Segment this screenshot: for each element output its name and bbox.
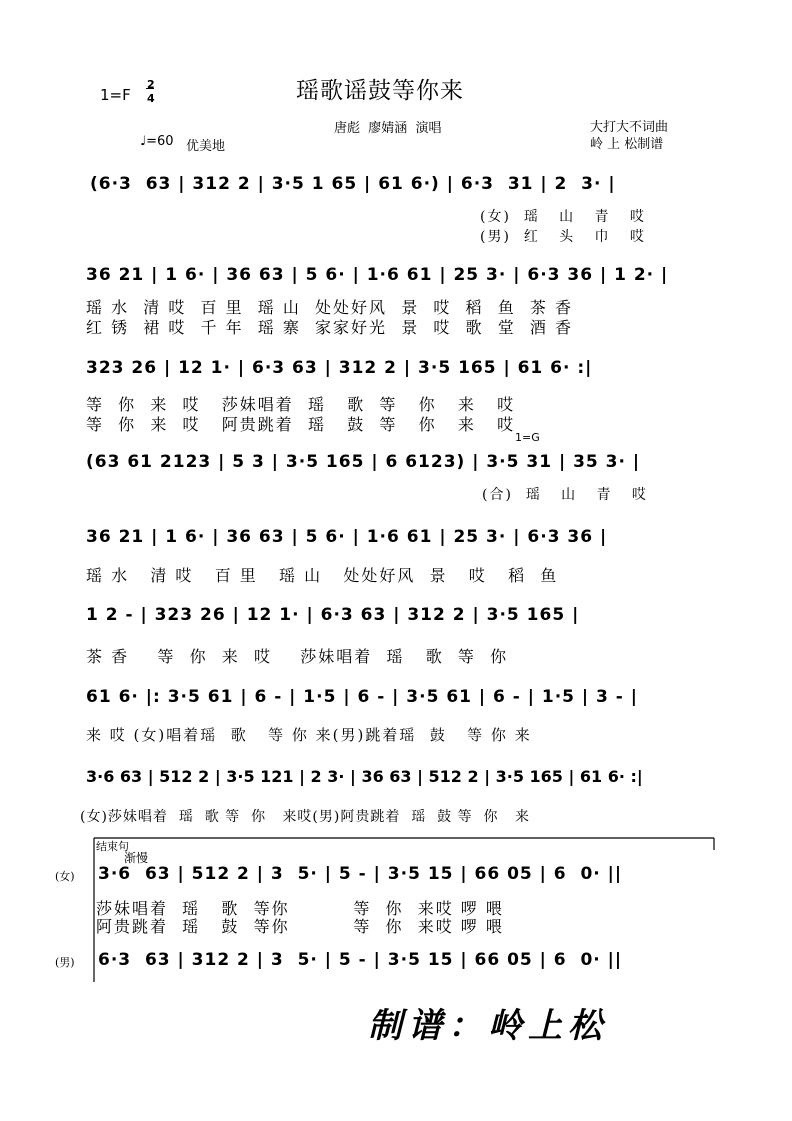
transcriber-credit: 岭 上 松制谱: [590, 137, 664, 152]
notation-row-5: 36 21 | 1 6· | 36 63 | 5 6· | 1·6 61 | 25 3· | 6·3 36 |: [86, 527, 608, 547]
female-part-label: (女): [55, 870, 75, 883]
ritardando-marking: 渐慢: [124, 851, 149, 865]
song-title: 瑶歌谣鼓等你来: [296, 78, 464, 104]
male-part-label: (男): [55, 956, 75, 969]
time-signature-divider: [146, 88, 154, 89]
performers: 唐彪 廖婧涵 演唱: [334, 121, 442, 136]
composer-credit: 大打大不词曲: [590, 120, 669, 135]
ending-female-notation: 3·6 63 | 512 2 | 3 5· | 5 - | 3·5 15 | 66 05 | 6 0· ||: [98, 864, 623, 884]
lyrics-row-6: 茶 香 等 你 来 哎 莎妹唱着 瑶 歌 等 你: [86, 647, 509, 666]
lyrics-row-4-chorus: (合) 瑶 山 青 哎: [482, 487, 648, 503]
lyrics-row-2-male: 红 锈 裙 哎 千 年 瑶 寨 家家好光 景 哎 歌 堂 酒 香: [86, 318, 573, 337]
lyrics-row-5: 瑶 水 清 哎 百 里 瑶 山 处处好风 景 哎 稻 鱼: [86, 566, 559, 585]
lyrics-row-1-male: (男) 红 头 巾 哎: [480, 229, 646, 245]
lyrics-row-8: (女)莎妹唱着 瑶 歌 等 你 来哎(男)阿贵跳着 瑶 鼓 等 你 来: [80, 809, 530, 825]
ending-male-notation: 6·3 63 | 312 2 | 3 5· | 5 - | 3·5 15 | 66 05 | 6 0· ||: [98, 950, 623, 970]
notation-row-8: 3·6 63 | 512 2 | 3·5 121 | 2 3· | 36 63 | 512 2 | 3·5 165 | 61 6· :|: [86, 767, 643, 786]
time-signature-top: 2: [147, 78, 155, 91]
ending-lyrics-female: 莎妹唱着 瑶 歌 等你 等 你 来哎 啰 喂: [96, 899, 504, 918]
notation-row-2: 36 21 | 1 6· | 36 63 | 5 6· | 1·6 61 | 25 3· | 6·3 36 | 1 2· |: [86, 265, 669, 285]
lyrics-row-7: 来 哎 (女)唱着瑶 歌 等 你 来(男)跳着瑶 鼓 等 你 来: [86, 726, 532, 744]
ending-label: 结束句: [96, 840, 129, 853]
notation-row-4: (63 61 2123 | 5 3 | 3·5 165 | 6 6123) | 3·5 31 | 35 3· |: [86, 452, 641, 472]
lyrics-row-2-female: 瑶 水 清 哎 百 里 瑶 山 处处好风 景 哎 稻 鱼 茶 香: [86, 298, 573, 317]
expression-marking: 优美地: [186, 139, 226, 154]
key-change-marking: 1=G: [515, 431, 540, 444]
transcriber-signature: 制谱：岭上松: [368, 1006, 608, 1046]
tempo-marking: ♩=60: [140, 134, 174, 149]
notation-row-7: 61 6· |: 3·5 61 | 6 - | 1·5 | 6 - | 3·5 61 | 6 - | 1·5 | 3 - |: [86, 687, 638, 707]
key-signature: 1=F: [100, 86, 131, 104]
lyrics-row-1-female: (女) 瑶 山 青 哎: [480, 209, 646, 225]
notation-row-6: 1 2 - | 323 26 | 12 1· | 6·3 63 | 312 2 | 3·5 165 |: [86, 605, 580, 625]
notation-row-1: (6·3 63 | 312 2 | 3·5 1 65 | 61 6·) | 6·3 31 | 2 3· |: [90, 174, 616, 194]
time-signature-bottom: 4: [147, 92, 155, 105]
lyrics-row-3-female: 等 你 来 哎 莎妹唱着 瑶 歌 等 你 来 哎: [86, 395, 516, 414]
ending-lyrics-male: 阿贵跳着 瑶 鼓 等你 等 你 来哎 啰 喂: [96, 917, 504, 936]
lyrics-row-3-male: 等 你 来 哎 阿贵跳着 瑶 鼓 等 你 来 哎: [86, 415, 516, 434]
notation-row-3: 323 26 | 12 1· | 6·3 63 | 312 2 | 3·5 165 | 61 6· :|: [86, 358, 593, 378]
